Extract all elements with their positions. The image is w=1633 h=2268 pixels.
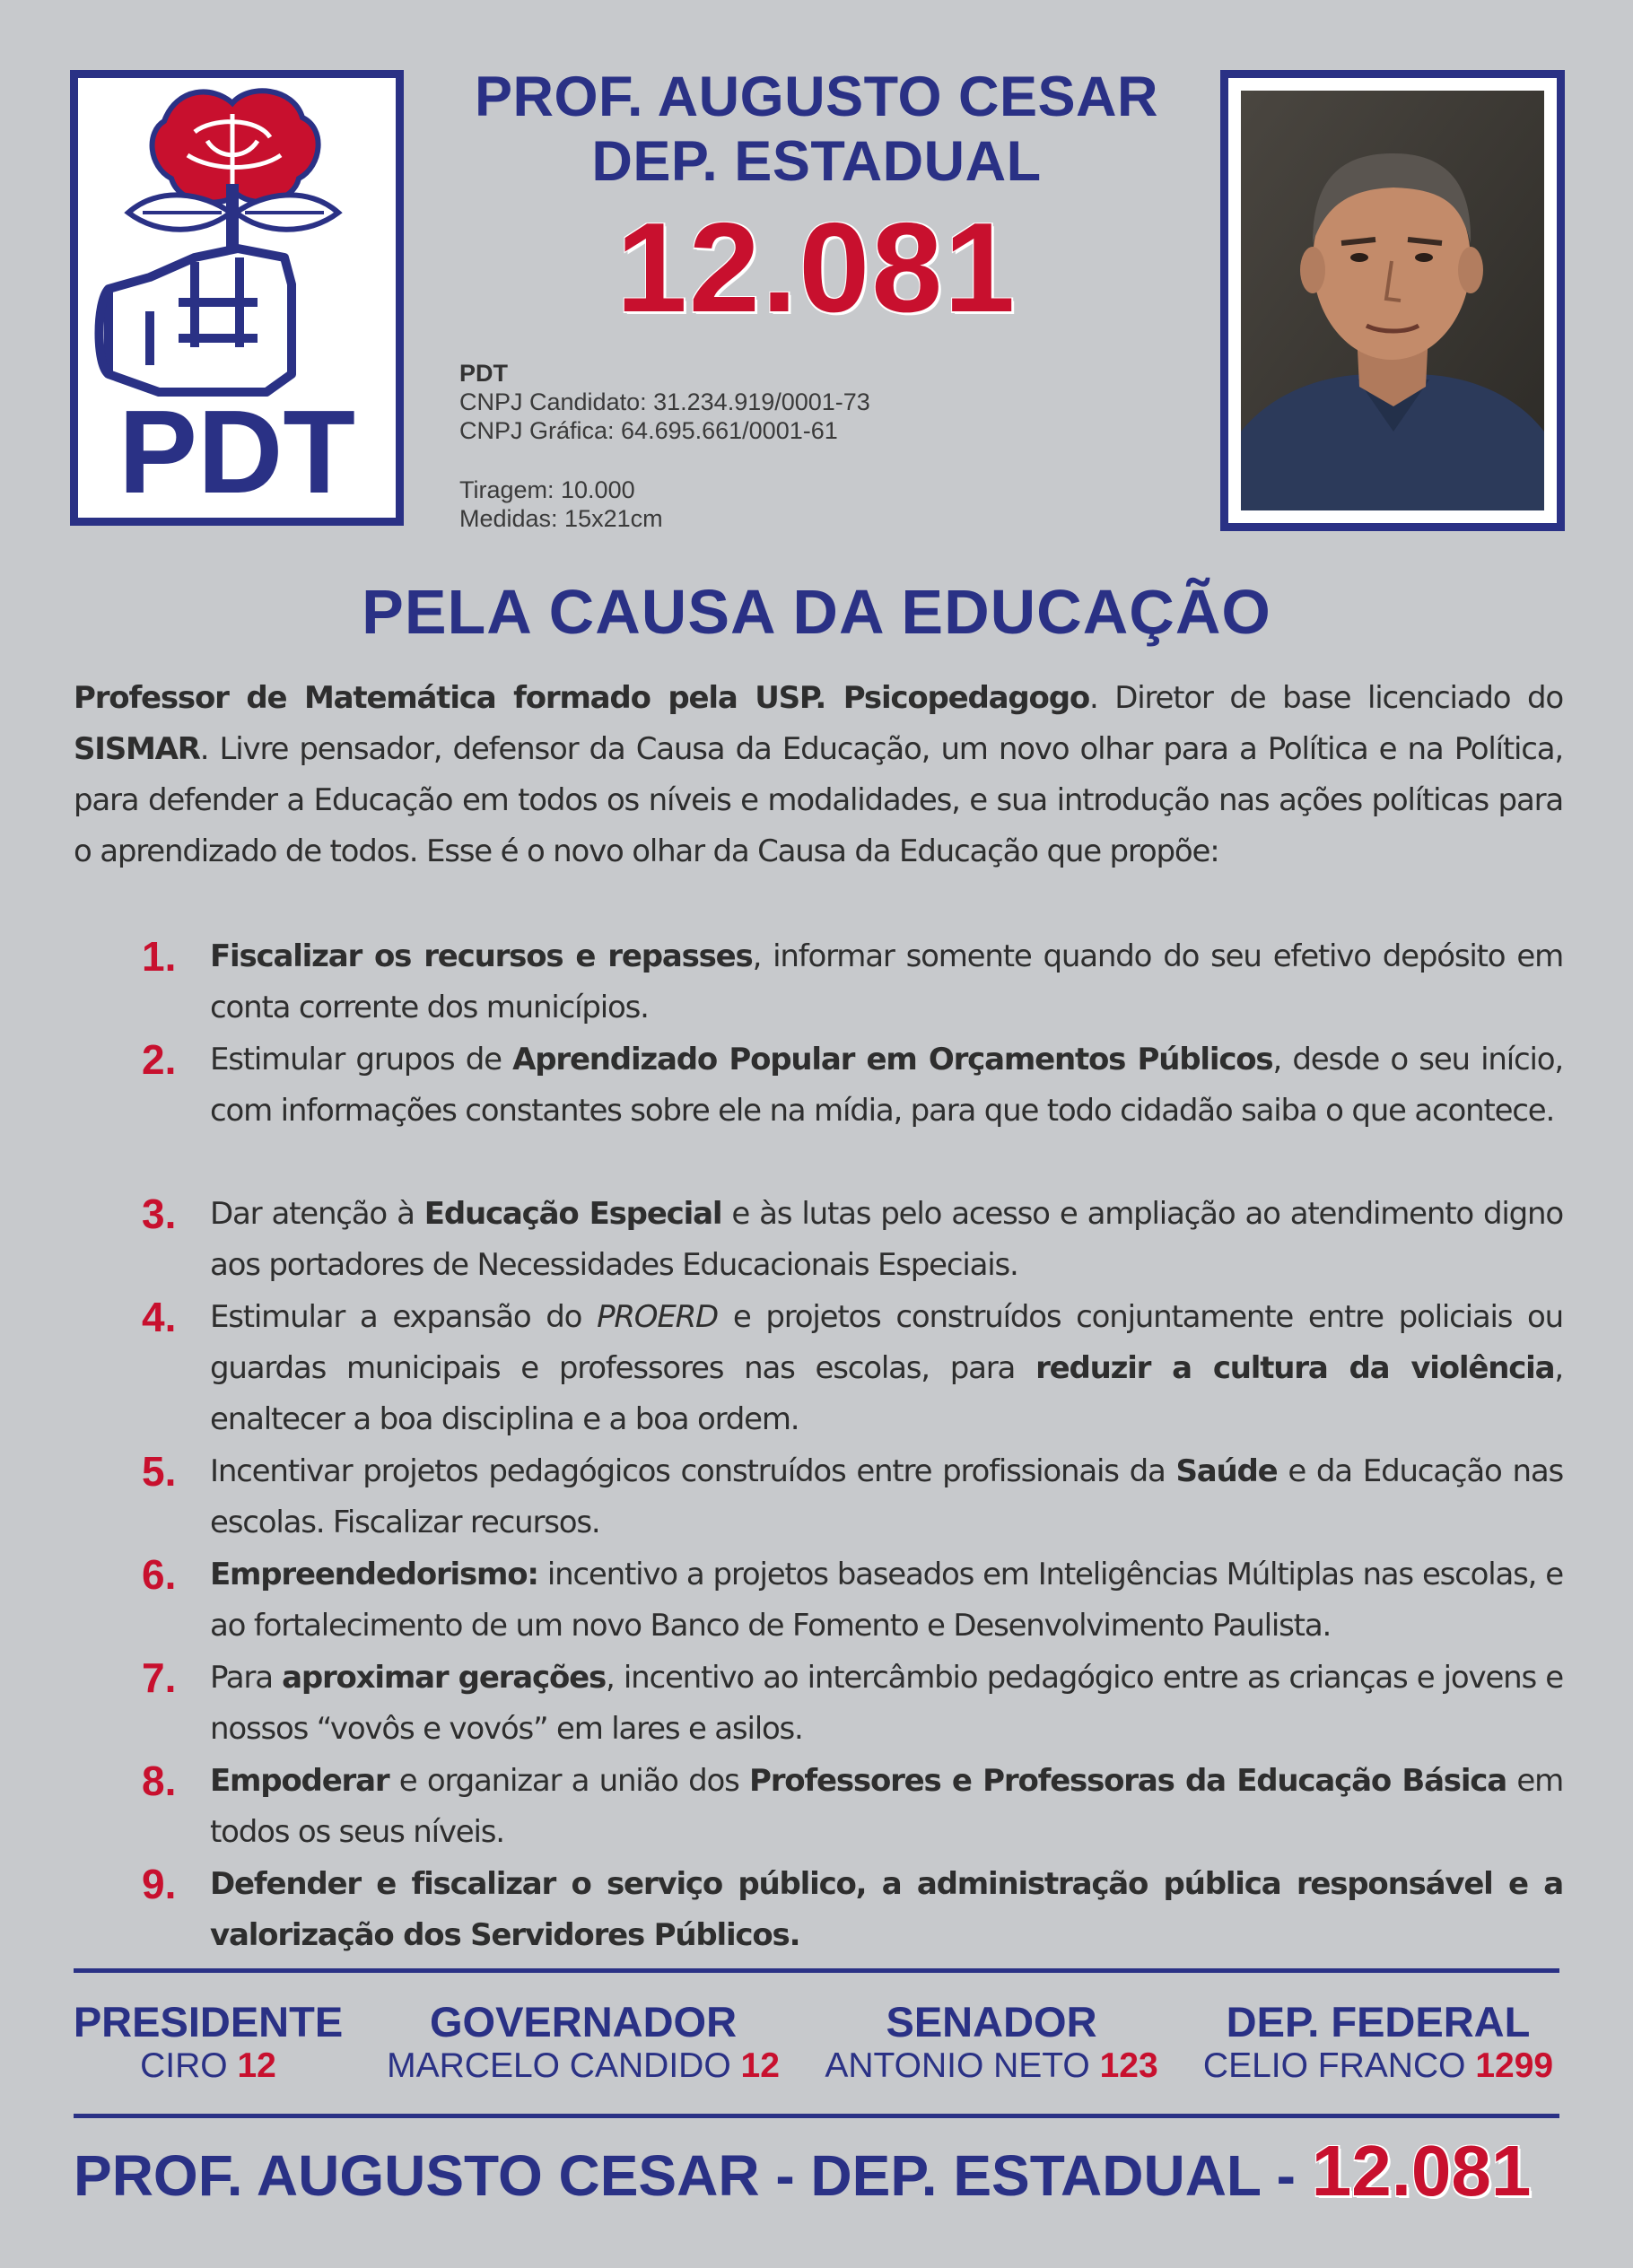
candidate-name-text: CELIO FRANCO [1202, 2046, 1466, 2085]
divider-line [74, 2114, 1559, 2118]
item-span: e da Educação nas escolas. Fiscalizar recursos. [210, 1453, 1563, 1540]
intro-bold-credentials: Professor de Matemática formado pela USP. Psicopedagogo [74, 680, 1089, 716]
item-bold: Professores e Professoras da Educação Básica [748, 1763, 1507, 1799]
candidate-number-small: 12 [237, 2046, 276, 2085]
footer-banner [74, 2131, 1563, 2211]
item-span: Dar atenção à [210, 1196, 424, 1232]
intro-text-2: . Livre pensador, defensor da Causa da Educação, um novo olhar para a Política e na Política, para defender a Educação em todos os níveis e modalidades, e sua introdução nas ações políticas para o aprendizado de todos. Esse é o novo olhar da Causa da Educação que propõe: [74, 731, 1563, 869]
candidate-name [65, 2046, 352, 2087]
intro-paragraph [74, 673, 1563, 877]
rose-fist-icon [78, 78, 396, 518]
candidate-name [808, 2046, 1175, 2087]
item-text [210, 1189, 1563, 1291]
item-span: e às lutas pelo acesso e ampliação ao atendimento digno aos portadores de Necessidades Educacionais Especiais. [210, 1196, 1563, 1283]
candidate-photo [1220, 70, 1565, 531]
item-text [210, 1859, 1563, 1961]
footer-number: 12.081 [1311, 2131, 1532, 2211]
item-span: em todos os seus níveis. [210, 1763, 1563, 1850]
item-bold: Educação Especial [424, 1196, 722, 1232]
candidate-role: SENADOR [886, 1998, 1097, 2046]
item-number: 9. [142, 1861, 177, 1907]
item-bold: reduzir a cultura da violência [1035, 1350, 1555, 1386]
info-cnpj-grafica: CNPJ Gráfica: 64.695.661/0001-61 [459, 417, 838, 444]
candidate-name-title: PROF. AUGUSTO CESAR [474, 65, 1159, 128]
office-title: DEP. ESTADUAL [591, 130, 1042, 193]
candidate-number-small: 123 [1099, 2046, 1158, 2085]
item-bold: Empreendedorismo: [210, 1557, 538, 1592]
candidate-name-text: MARCELO CANDIDO [387, 2046, 731, 2085]
candidate-name [1190, 2046, 1567, 2087]
candidate-presidente [65, 1999, 352, 2087]
item-number: 2. [142, 1036, 177, 1083]
candidate-senador [808, 1999, 1175, 2087]
party-logo [70, 70, 404, 526]
candidate-number-small: 12 [740, 2046, 780, 2085]
item-number: 4. [142, 1294, 177, 1340]
logo-text: PDT [118, 386, 355, 518]
item-span: e projetos construídos conjuntamente entre policiais ou guardas municipais e professores nas escolas, para [210, 1299, 1563, 1386]
item-bold: Defender e fiscalizar o serviço público, a administração pública responsável e a valorização dos Servidores Públicos. [210, 1866, 1563, 1953]
candidate-governador [368, 1999, 799, 2087]
candidate-dep-federal [1190, 1999, 1567, 2087]
item-bold: Aprendizado Popular em Orçamentos Públicos [512, 1042, 1273, 1077]
item-span: Incentivar projetos pedagógicos construídos entre profissionais da [210, 1453, 1176, 1489]
candidate-number-small: 1299 [1475, 2046, 1554, 2085]
item-italic: PROERD [597, 1299, 719, 1335]
item-bold: aproximar gerações [282, 1660, 607, 1696]
footer-office: - DEP. ESTADUAL - [759, 2143, 1312, 2208]
candidate-name [368, 2046, 799, 2087]
item-number: 3. [142, 1191, 177, 1237]
item-span: , enaltecer a boa disciplina e a boa ordem. [210, 1350, 1563, 1437]
item-text [210, 1292, 1563, 1445]
info-medidas: Medidas: 15x21cm [459, 505, 663, 532]
item-span: Para [210, 1660, 283, 1696]
item-number: 7. [142, 1654, 177, 1701]
item-number: 1. [142, 933, 177, 980]
footer-name: PROF. AUGUSTO CESAR [74, 2143, 760, 2208]
info-party: PDT [459, 360, 508, 387]
item-span: , desde o seu início, com informações constantes sobre ele na mídia, para que todo cidadão saiba o que acontece. [210, 1042, 1563, 1129]
candidate-name-text: ANTONIO NETO [825, 2046, 1090, 2085]
slogan-heading: PELA CAUSA DA EDUCAÇÃO [362, 577, 1271, 647]
item-span: Estimular a expansão do [210, 1299, 598, 1335]
item-text [210, 1549, 1563, 1652]
candidate-photo-image [1241, 91, 1544, 510]
intro-bold-union: SISMAR [74, 731, 200, 767]
item-text [210, 1034, 1563, 1137]
candidate-name-text: CIRO [140, 2046, 228, 2085]
info-tiragem: Tiragem: 10.000 [459, 476, 635, 503]
item-text [210, 1446, 1563, 1548]
item-text [210, 1756, 1563, 1858]
intro-text-1: . Diretor de base licenciado do [1088, 680, 1563, 716]
item-number: 5. [142, 1448, 177, 1495]
item-span: e organizar a união dos [389, 1763, 749, 1799]
item-span: Estimular grupos de [210, 1042, 513, 1077]
item-text [210, 1653, 1563, 1755]
item-span: incentivo a projetos baseados em Inteligências Múltiplas nas escolas, e ao fortalecimento de um novo Banco de Fomento e Desenvolvimento Paulista. [210, 1557, 1563, 1644]
candidate-role: PRESIDENTE [73, 1998, 344, 2046]
item-bold: Fiscalizar os recursos e repasses [210, 938, 753, 974]
item-span: , informar somente quando do seu efetivo depósito em conta corrente dos municípios. [210, 938, 1563, 1025]
candidate-role: GOVERNADOR [429, 1998, 738, 2046]
item-bold: Empoderar [210, 1763, 389, 1799]
item-span: , incentivo ao intercâmbio pedagógico entre as crianças e jovens e nossos “vovôs e vovós” em lares e asilos. [210, 1660, 1563, 1747]
item-text [210, 931, 1563, 1034]
info-cnpj-candidato: CNPJ Candidato: 31.234.919/0001-73 [459, 388, 870, 415]
item-bold: Saúde [1175, 1453, 1278, 1489]
item-number: 6. [142, 1551, 177, 1598]
item-number: 8. [142, 1758, 177, 1804]
divider-line [74, 1968, 1559, 1973]
candidate-role: DEP. FEDERAL [1226, 1998, 1531, 2046]
candidate-number: 12.081 [616, 196, 1017, 339]
